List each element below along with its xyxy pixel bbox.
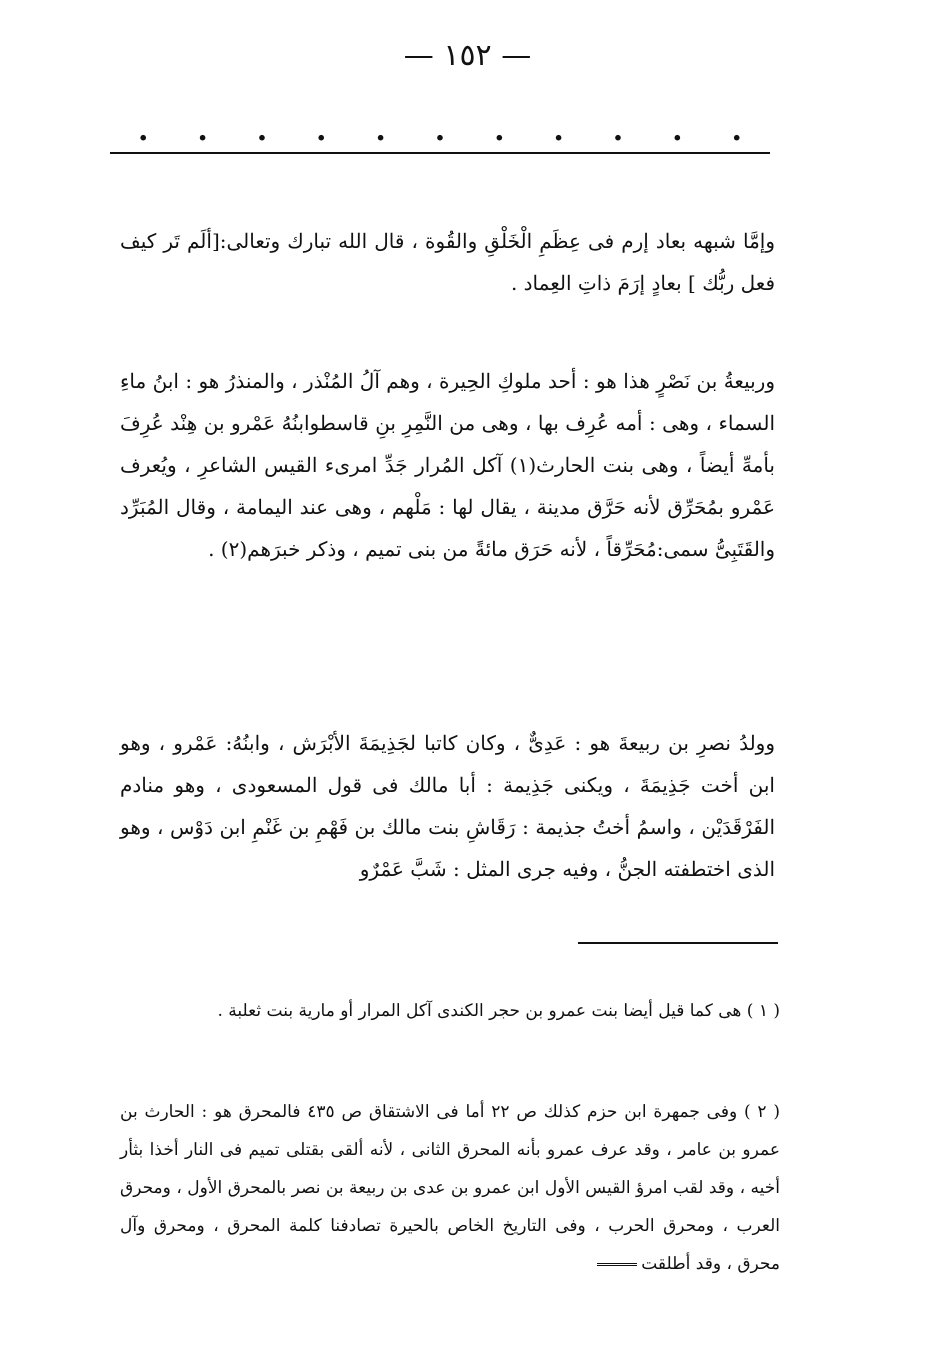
ornament-dot: .: [494, 112, 505, 148]
ornament-dot: .: [672, 112, 683, 148]
ornament-dot: .: [256, 112, 268, 148]
footnote-2: [120, 1093, 780, 1283]
footnote-rule: [578, 942, 778, 944]
paragraph-3: وولدُ نصرِ بن ربيعةَ هو : عَدِىٌّ ، وكان كاتبا لجَذِيمَةَ الأبْرَش ، وابنُهُ: عَمْرو ، وهو ابن أخت جَذِيمَةَ ، ويكنى جَذِيمة : أبا مالك فى قول المسعودى ، وهو منادم الفَرْقَدَيْن ، واسمُ أختُ جذيمة : رَقَاشِ بنت مالك بن فَهْمِ بن غَنْمِ ابن دَوْس ، وهو الذى اختطفته الجنُّ ، وفيه جرى المثل : شَبَّ عَمْرٌو: [120, 731, 775, 881]
ornament-dot: .: [375, 112, 386, 148]
page-number: — ١٥٢ —: [403, 38, 532, 73]
paragraph-2: وربيعةُ بن نَصْرٍ هذا هو : أحد ملوكِ الحِيرة ، وهم آلُ المُنْذر ، والمنذرُ هو : ابنُ ماءِ السماء ، وهى : أمه عُرِف بها ، وهى من النَّمِرِ بنِ قاسطوابنُهُ عَمْرو بن هِنْد عُرِفَ بأمهِّ أيضاً ، وهى بنت الحارث(١) آكل المُرار جَدِّ امرىء القيس الشاعرِ ، ويُعرف عَمْرو بمُحَرِّق لأنه حَرَّق مدينة ، يقال لها : مَلْهم ، وهى عند اليمامة ، وقال المُبَرِّد والقَتَبِىُّ سمى:مُحَرِّقاً ، لأنه حَرَق مائةً من بنى تميم ، وذكر خبرَهم(٢) .: [120, 369, 775, 561]
ornament-dots: [110, 110, 770, 150]
ornament-dot: .: [316, 112, 327, 148]
header-rule: [110, 152, 770, 154]
ornament-dot: .: [434, 112, 446, 148]
ornament-dot: .: [731, 112, 742, 148]
ornament-dot: .: [612, 112, 624, 148]
ornament-dot: .: [138, 112, 149, 148]
paragraph-1: وإمَّا شبهه بعاد إرم فى عِظَمِ الْخَلْقِ والقُوة ، قال الله تبارك وتعالى:[ألَم تَر كيف فعل ربُّك ] بعادٍ إرَمَ ذاتِ العِماد .: [120, 229, 775, 295]
ornament-dot: .: [197, 112, 208, 148]
ornament-dot: .: [553, 112, 564, 148]
footnote-1: ( ١ ) هى كما قيل أيضا بنت عمرو بن حجر الكندى آكل المرار أو مارية بنت ثعلبة .: [217, 1001, 780, 1021]
footnote-2-text: ( ٢ ) وفى جمهرة ابن حزم كذلك ص ٢٢ أما فى الاشتقاق ص ٤٣٥ فالمحرق هو : الحارث بن عمرو بن عامر ، وقد عرف عمرو بأنه المحرق الثانى ، لأنه ألقى بقتلى تميم فى النار أخذا بثأر أخيه ، وقد لقب امرؤ القيس الأول ابن عمرو بن عدى بن ربيعة بن نصر بالمحرق الأول ، ومحرق العرب ، ومحرق الحرب ، وفى التاريخ الخاص بالحيرة تصادفنا كلمة المحرق ، ومحرق وآل محرق ، وقد أطلقت: [120, 1102, 780, 1274]
continuation-mark: [597, 1263, 637, 1266]
